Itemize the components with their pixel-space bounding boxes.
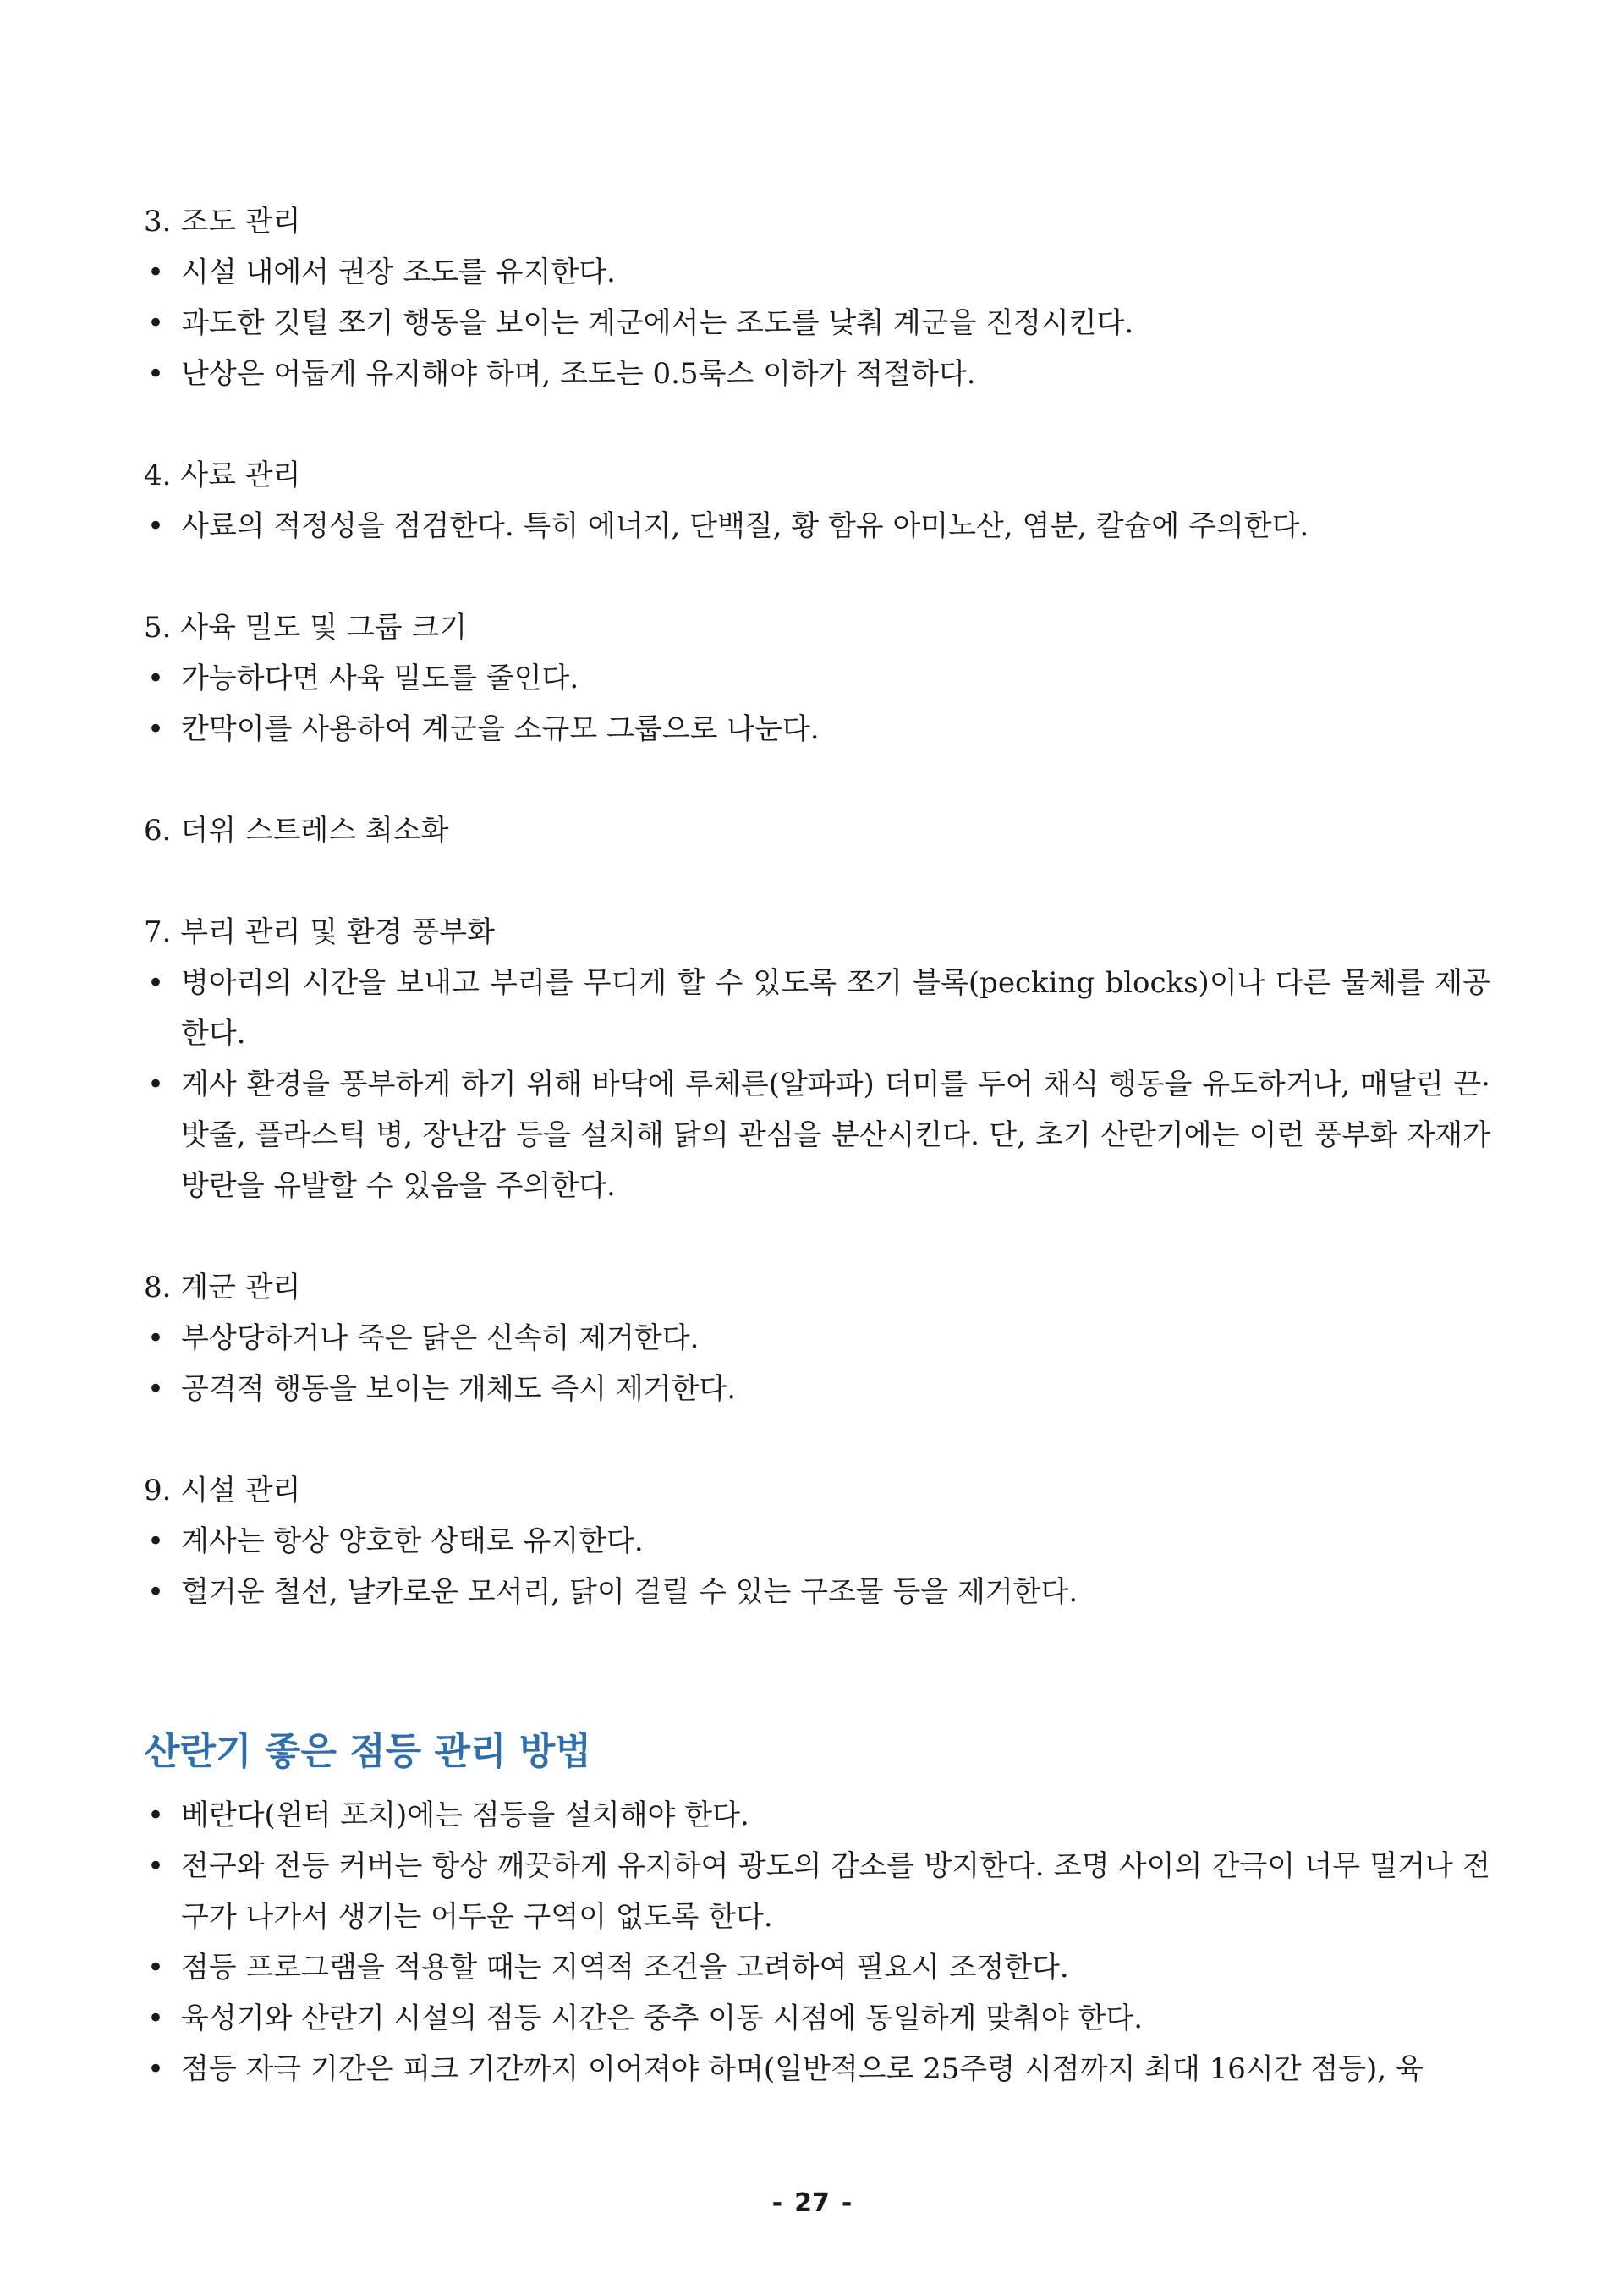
list-item xyxy=(144,1059,1490,1211)
section-heading: 3. 조도 관리 xyxy=(144,205,301,239)
list-item xyxy=(144,1993,1490,2044)
list-item xyxy=(144,247,1490,298)
list-item-text: 계사는 항상 양호한 상태로 유지한다. xyxy=(181,1524,644,1558)
bullet-icon: • xyxy=(147,1849,165,1883)
bullet-icon: • xyxy=(147,1524,165,1558)
list-item xyxy=(144,349,1490,399)
section-heading: 6. 더위 스트레스 최소화 xyxy=(144,814,449,848)
section-beak-enrichment xyxy=(144,907,1490,1211)
bullet-icon: • xyxy=(147,966,165,1000)
list-item-text: 사료의 적정성을 점검한다. 특히 에너지, 단백질, 황 함유 아미노산, 염분, 칼슘에 주의한다. xyxy=(181,509,1309,543)
bullet-icon: • xyxy=(147,255,165,289)
list-item-text: 헐거운 철선, 날카로운 모서리, 닭이 걸릴 수 있는 구조물 등을 제거한다. xyxy=(181,1575,1078,1609)
list-item-text: 가능하다면 사육 밀도를 줄인다. xyxy=(181,662,579,695)
bullet-icon: • xyxy=(147,1575,165,1609)
list-item-text: 베란다(윈터 포치)에는 점등을 설치해야 한다. xyxy=(181,1798,749,1832)
bullet-list xyxy=(144,653,1490,755)
bullet-list xyxy=(144,247,1490,399)
bullet-list xyxy=(144,1313,1490,1414)
list-item xyxy=(144,1313,1490,1364)
list-item-text: 전구와 전등 커버는 항상 깨끗하게 유지하여 광도의 감소를 방지한다. 조명 사이의 간극이 너무 멀거나 전구가 나가서 생기는 어두운 구역이 없도록 한다. xyxy=(181,1849,1490,1934)
spacer xyxy=(144,1414,1490,1465)
footer-dash-right: - xyxy=(841,2188,853,2218)
bullet-icon: • xyxy=(147,1372,165,1406)
bullet-icon: • xyxy=(147,357,165,391)
bullet-icon: • xyxy=(147,1321,165,1355)
list-item xyxy=(144,1841,1490,1942)
list-item xyxy=(144,958,1490,1059)
spacer xyxy=(144,856,1490,907)
bullet-icon: • xyxy=(147,662,165,695)
list-item xyxy=(144,501,1490,552)
bullet-icon: • xyxy=(147,2052,165,2086)
page-footer xyxy=(0,2187,1624,2221)
list-item xyxy=(144,1516,1490,1567)
bullet-icon: • xyxy=(147,509,165,543)
section-heat-stress xyxy=(144,805,1490,856)
section-density xyxy=(144,602,1490,755)
bullet-icon: • xyxy=(147,1951,165,1985)
section-flock xyxy=(144,1262,1490,1414)
bullet-list xyxy=(144,1790,1490,2095)
list-item-text: 점등 자극 기간은 피크 기간까지 이어져야 하며(일반적으로 25주령 시점까지 최대 16시간 점등), 육 xyxy=(181,2052,1424,2086)
section-feed xyxy=(144,450,1490,552)
page-content xyxy=(144,196,1490,2095)
list-item-text: 과도한 깃털 쪼기 행동을 보이는 계군에서는 조도를 낮춰 계군을 진정시킨다. xyxy=(181,306,1134,340)
bullet-list xyxy=(144,501,1490,552)
list-item-text: 부상당하거나 죽은 닭은 신속히 제거한다. xyxy=(181,1321,700,1355)
spacer xyxy=(144,755,1490,805)
section-illumination xyxy=(144,196,1490,399)
spacer xyxy=(144,552,1490,602)
list-item xyxy=(144,1942,1490,1993)
section-heading: 9. 시설 관리 xyxy=(144,1474,301,1507)
list-item xyxy=(144,1567,1490,1617)
spacer xyxy=(144,399,1490,450)
lighting-guide xyxy=(144,1722,1490,2095)
section-facility xyxy=(144,1465,1490,1617)
bullet-icon: • xyxy=(147,1068,165,1101)
list-item-text: 난상은 어둡게 유지해야 하며, 조도는 0.5룩스 이하가 적절하다. xyxy=(181,357,976,391)
list-item xyxy=(144,1364,1490,1414)
bullet-icon: • xyxy=(147,712,165,746)
list-item-text: 점등 프로그램을 적용할 때는 지역적 조건을 고려하여 필요시 조정한다. xyxy=(181,1951,1069,1985)
list-item-text: 시설 내에서 권장 조도를 유지한다. xyxy=(181,255,616,289)
bullet-icon: • xyxy=(147,1798,165,1832)
section-heading: 7. 부리 관리 및 환경 풍부화 xyxy=(144,915,495,949)
bullet-icon: • xyxy=(147,2001,165,2035)
list-item-text: 병아리의 시간을 보내고 부리를 무디게 할 수 있도록 쪼기 블록(pecking blocks)이나 다른 물체를 제공한다. xyxy=(181,966,1490,1051)
list-item xyxy=(144,704,1490,755)
bullet-list xyxy=(144,1516,1490,1617)
section-heading: 4. 사료 관리 xyxy=(144,458,301,492)
spacer xyxy=(144,1211,1490,1262)
section-heading: 8. 계군 관리 xyxy=(144,1271,301,1304)
spacer xyxy=(144,1617,1490,1722)
footer-dash-left: - xyxy=(771,2188,783,2218)
list-item-text: 칸막이를 사용하여 계군을 소규모 그룹으로 나눈다. xyxy=(181,712,820,746)
bullet-icon: • xyxy=(147,306,165,340)
list-item-text: 계사 환경을 풍부하게 하기 위해 바닥에 루체른(알파파) 더미를 두어 채식 행동을 유도하거나, 매달린 끈·밧줄, 플라스틱 병, 장난감 등을 설치해 닭의 관심을 분산시킨다. 단, 초기 산란기에는 이런 풍부화 자재가 방란을 유발할 수 있음을 주의한다. xyxy=(181,1068,1490,1203)
section-heading: 5. 사육 밀도 및 그룹 크기 xyxy=(144,611,468,645)
list-item xyxy=(144,653,1490,704)
list-item xyxy=(144,2044,1490,2095)
bullet-list xyxy=(144,958,1490,1211)
page-number: 27 xyxy=(794,2188,830,2218)
list-item-text: 공격적 행동을 보이는 개체도 즉시 제거한다. xyxy=(181,1372,737,1406)
list-item-text: 육성기와 산란기 시설의 점등 시간은 중추 이동 시점에 동일하게 맞춰야 한다. xyxy=(181,2001,1144,2035)
list-item xyxy=(144,298,1490,349)
guide-title: 산란기 좋은 점등 관리 방법 xyxy=(144,1730,591,1773)
list-item xyxy=(144,1790,1490,1841)
